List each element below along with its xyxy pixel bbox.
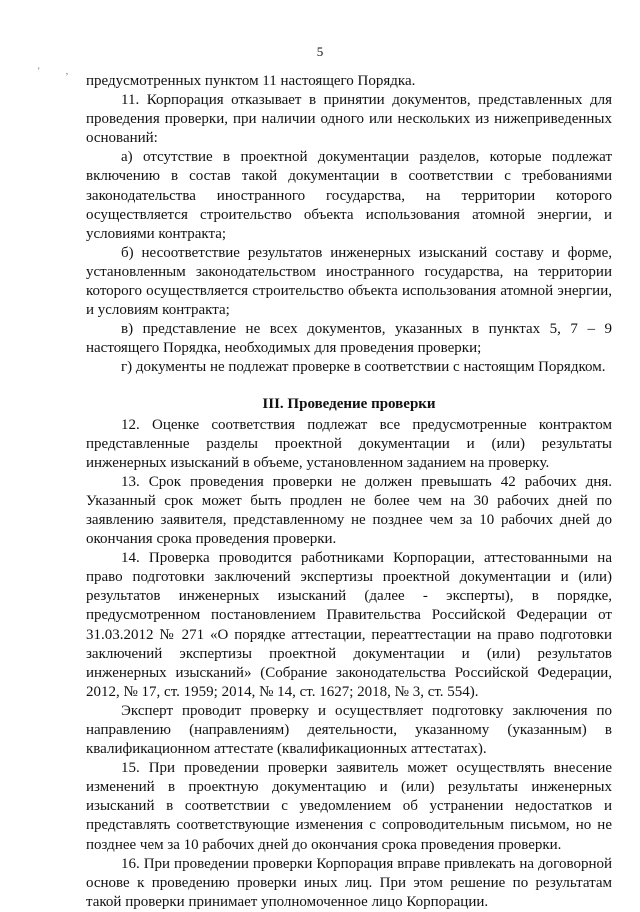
paragraph-subitem-g: г) документы не подлежат проверке в соответствии с настоящим Порядком. (121, 359, 606, 376)
paragraph-subitem-a: а) отсутствие в проектной документации разделов, которые подлежат включению в состав такой документации в соответствии с требованиями законодательства иностранного государства, на территории которого осуществляется строительство объекта использования атомной энергии, и условиями контракта; (86, 149, 612, 242)
paragraph-subitem-b: б) несоответствие результатов инженерных изысканий составу и форме, установленным законодательством иностранного государства, на территории которого осуществляется строительство объекта использования атомной энергии, и условиям контракта; (86, 244, 612, 319)
document-body (86, 72, 612, 912)
paragraph-subitem-v: в) представление не всех документов, указанных в пунктах 5, 7 – 9 настоящего Порядка, необходимых для проведения проверки; (86, 321, 612, 357)
paragraph-item-12: 12. Оценке соответствия подлежат все предусмотренные контрактом представленные разделы проектной документации и (или) результаты инженерных изысканий в объеме, установленном заданием на проверку. (86, 416, 612, 471)
paragraph-item-11: 11. Корпорация отказывает в принятии документов, представленных для проведения проверки, при наличии одного или нескольких из нижеприведенных оснований: (86, 92, 612, 147)
paragraph-item-16: 16. При проведении проверки Корпорация вправе привлекать на договорной основе к проведению проверки иных лиц. При этом решение по результатам такой проверки принимает уполномоченное лицо Корпорации. (86, 855, 612, 910)
section-heading: III. Проведение проверки (262, 395, 436, 412)
paragraph-item-14: 14. Проверка проводится работниками Корпорации, аттестованными на право подготовки заключений экспертизы проектной документации и (или) результатов инженерных изысканий (далее - эксперты), в порядке, предусмотренном постановлением Правительства Российской Федерации от 31.03.2012 № 271 «О порядке аттестации, переаттестации на право подготовки заключений экспертизы проектной документации и (или) результатов инженерных изысканий» (Собрание законодательства Российской Федерации, 2012, № 17, ст. 1959; 2014, № 14, ст. 1627; 2018, № 3, ст. 554). (86, 550, 612, 700)
paragraph-continuation: предусмотренных пунктом 11 настоящего Порядка. (86, 73, 416, 89)
paragraph-item-13: 13. Срок проведения проверки не должен превышать 42 рабочих дня. Указанный срок может быть продлен не более чем на 30 рабочих дней по заявлению заявителя, представленному не позднее чем за 10 рабочих дней до окончания срока проведения проверки. (86, 473, 612, 548)
paragraph-expert: Эксперт проводит проверку и осуществляет подготовку заключения по направлению (направлениям) деятельности, указанному (указанным) в квалификационном аттестате (квалификационных аттестатах). (86, 702, 612, 758)
paragraph-item-15: 15. При проведении проверки заявитель может осуществлять внесение изменений в проектную документацию и (или) результаты инженерных изысканий в соответствии с уведомлением об устранении недостатков и представлять соответствующие изменения с сопроводительным письмом, но не позднее чем за 10 рабочих дней до окончания срока проведения проверки. (86, 760, 612, 853)
margin-marks: ' , (38, 66, 81, 76)
page-number: 5 (316, 44, 324, 59)
